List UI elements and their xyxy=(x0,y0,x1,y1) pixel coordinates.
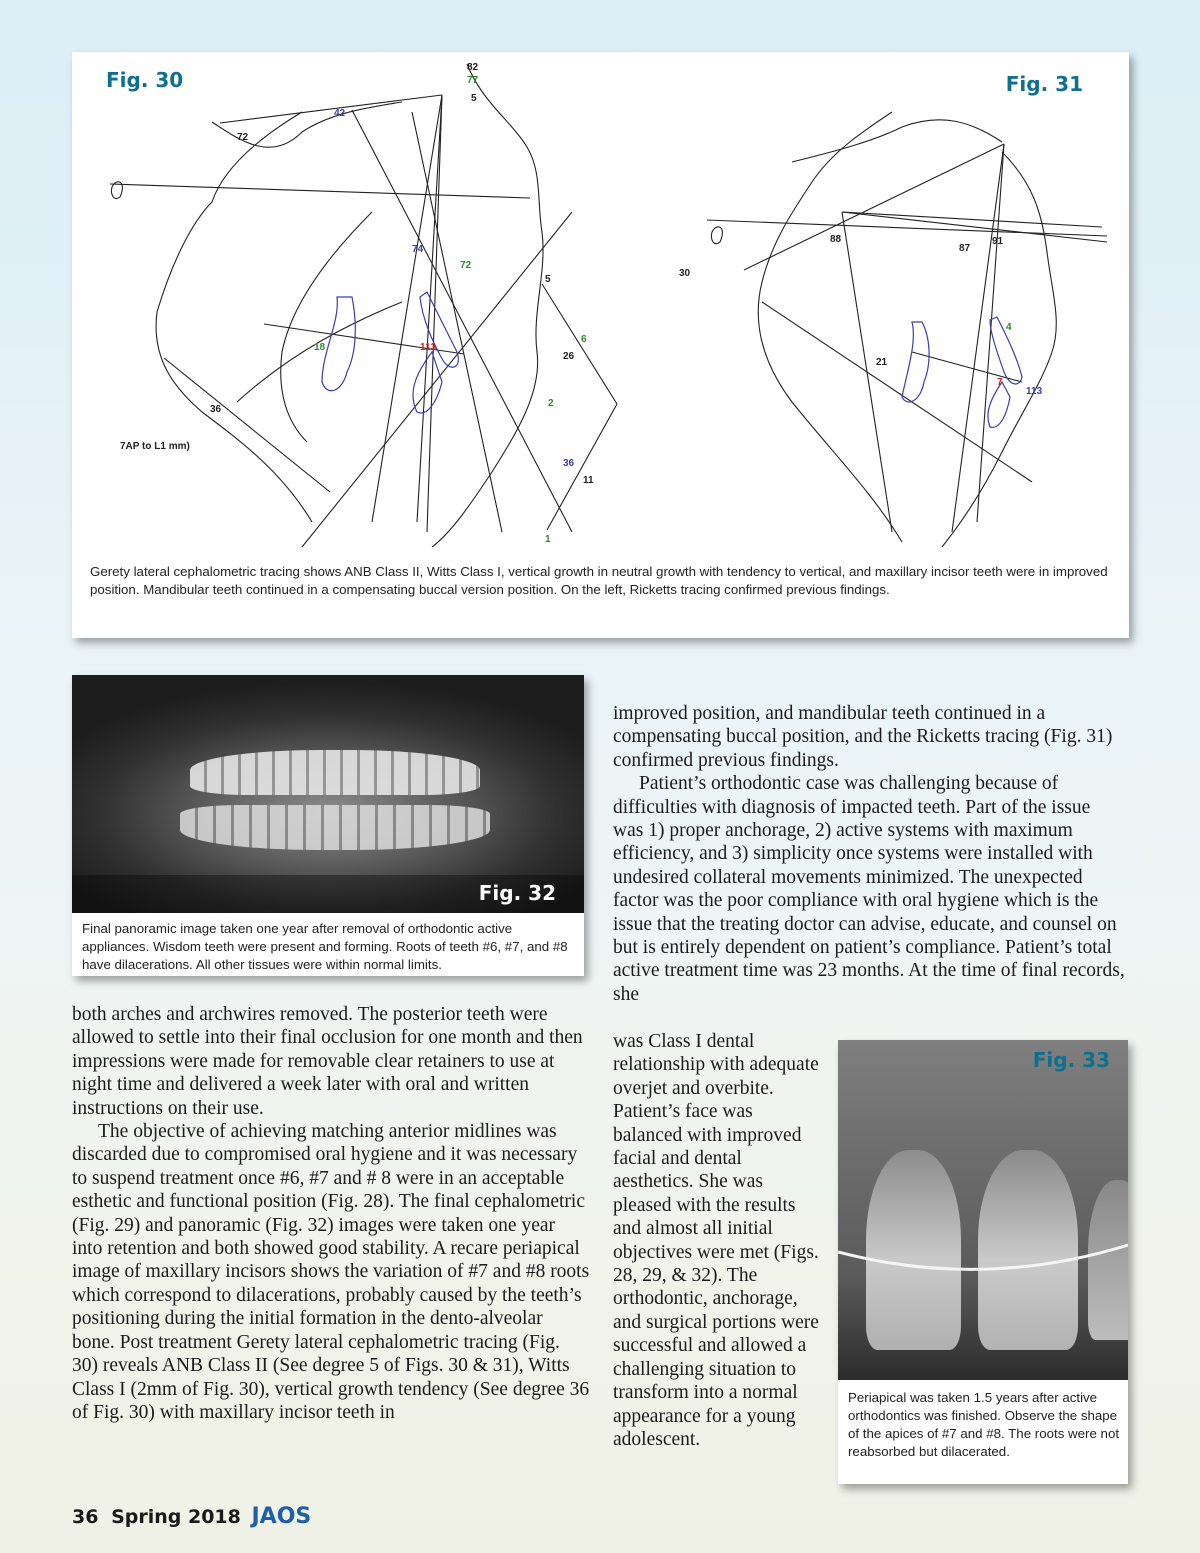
ann-82: 82 xyxy=(467,62,479,73)
left-paragraph-1: both arches and archwires removed. The posterior teeth were allowed to settle into their final occlusion for one month and then impressions were made for removable clear retainers to use at night time and delivered a week later with oral and written instructions on their use. xyxy=(72,1004,583,1119)
figure-30-31-caption: Gerety lateral cephalometric tracing shows ANB Class II, Witts Class I, vertical growth in neutral growth with tendency to vertical, and maxillary incisor teeth were in improved position. Mandibular teeth continued in a compensating buccal version position. On the left, Ricketts tracing confirmed previous findings. xyxy=(90,564,1108,597)
ann31-30: 30 xyxy=(679,268,691,279)
right-paragraph-2: Patient’s orthodontic case was challenging because of difficulties with diagnosis of impacted teeth. Part of the issue was 1) proper anchorage, 2) active systems with maximum efficiency, and 3) simplicity once systems were installed with undesired collateral movements minimized. The unexpected factor was the poor compliance with oral hygiene which is the issue that the treating doctor can advise, educate, and counsel on but is entirely dependent on patient’s compliance. Patient’s total active treatment time was 23 months. At the time of final records, she xyxy=(613,773,1125,1005)
cephalometric-tracings xyxy=(72,52,1129,552)
retainer-wire xyxy=(838,1040,1128,1380)
left-paragraph-2: The objective of achieving matching anterior midlines was discarded due to compromised oral hygiene and it was necessary to suspend treatment once #6, #7 and # 8 were in an acceptable esthetic and functional position (Fig. 28). The final cephalometric (Fig. 29) and panoramic (Fig. 32) images were taken one year into retention and both showed good stability. A recare periapical image of maxillary incisors shows the variation of #7 and #8 roots which correspond to dilacerations, probably caused by the teeth’s positioning during the initial formation in the dento-alveolar bone. Post treatment Gerety lateral cephalometric tracing (Fig. 30) reveals ANB Class II (See degree 5 of Figs. 30 & 31), Witts Class I (2mm of Fig. 30), vertical growth tendency (See degree 36 of Fig. 30) with maxillary incisor teeth in xyxy=(72,1121,590,1423)
page-number: 36 xyxy=(72,1506,99,1528)
right-paragraph-3: was Class I dental relationship with adequate overjet and overbite. Patient’s face was balanced with improved facial and dental aesthetics. She was pleased with the results and almost all initial objectives were met (Figs. 28, 29, & 32). The orthodontic, anchorage, and surgical portions were successful and allowed a challenging situation to transform into a normal appearance for a young adolescent. xyxy=(613,1031,819,1450)
right-column-wrap-text xyxy=(613,1030,825,1451)
cephalometric-figure-panel xyxy=(72,52,1129,638)
ann31-21: 21 xyxy=(876,357,888,368)
ann31-7: 7 xyxy=(997,377,1003,388)
ann-77: 77 xyxy=(467,75,479,86)
fig32-caption: Final panoramic image taken one year after removal of orthodontic active appliances. Wisdom teeth were present and forming. Roots of teeth #6, #7, and #8 have dilacerations. All other tissues were within normal limits. xyxy=(82,921,568,972)
panoramic-xray-image xyxy=(72,675,584,913)
right-column-text xyxy=(613,702,1125,1006)
ann-r11: 11 xyxy=(583,475,594,486)
ann-36: 36 xyxy=(210,404,222,415)
ann-18: 18 xyxy=(314,342,326,353)
fig30-label: Fig. 30 xyxy=(106,68,184,92)
ann-iap: 7AP to L1 mm) xyxy=(120,441,190,452)
journal-name: JAOS xyxy=(251,1504,312,1529)
ann-r36: 36 xyxy=(563,458,575,469)
ann31-88: 88 xyxy=(830,234,842,245)
upper-teeth-row xyxy=(190,750,480,795)
page-footer xyxy=(72,1504,311,1529)
ann-74: 74 xyxy=(412,244,424,255)
ann-r2: 2 xyxy=(548,398,554,409)
fig31-label: Fig. 31 xyxy=(1005,72,1083,96)
left-column-text xyxy=(72,1003,590,1424)
periapical-xray-image xyxy=(838,1040,1128,1380)
lower-teeth-row xyxy=(180,805,490,850)
issue-date: Spring 2018 xyxy=(111,1506,241,1528)
fig32-label: Fig. 32 xyxy=(478,881,556,905)
ann31-91: 91 xyxy=(992,236,1004,247)
ann31-87: 87 xyxy=(959,243,971,254)
ann-72b: 72 xyxy=(460,260,472,271)
ann-r6: 6 xyxy=(581,334,587,345)
fig32-panel xyxy=(72,675,584,976)
fig33-panel xyxy=(838,1040,1128,1484)
ann-42: 42 xyxy=(334,108,346,119)
fig33-label: Fig. 33 xyxy=(1032,1048,1110,1072)
ann-5-top: 5 xyxy=(471,93,477,104)
fig33-caption: Periapical was taken 1.5 years after active orthodontics was finished. Observe the shape of the apices of #7 and #8. The roots were not reabsorbed but dilacerated. xyxy=(848,1390,1120,1459)
ann-72a: 72 xyxy=(237,132,249,143)
right-paragraph-1: improved position, and mandibular teeth continued in a compensating buccal position, and the Ricketts tracing (Fig. 31) confirmed previous findings. xyxy=(613,703,1113,771)
ann-r26: 26 xyxy=(563,351,575,362)
ann31-4: 4 xyxy=(1006,322,1012,333)
ann-113: 113 xyxy=(420,342,437,353)
ann-r5: 5 xyxy=(545,274,551,285)
ann31-113: 113 xyxy=(1026,386,1043,397)
ann-r1: 1 xyxy=(545,534,551,545)
